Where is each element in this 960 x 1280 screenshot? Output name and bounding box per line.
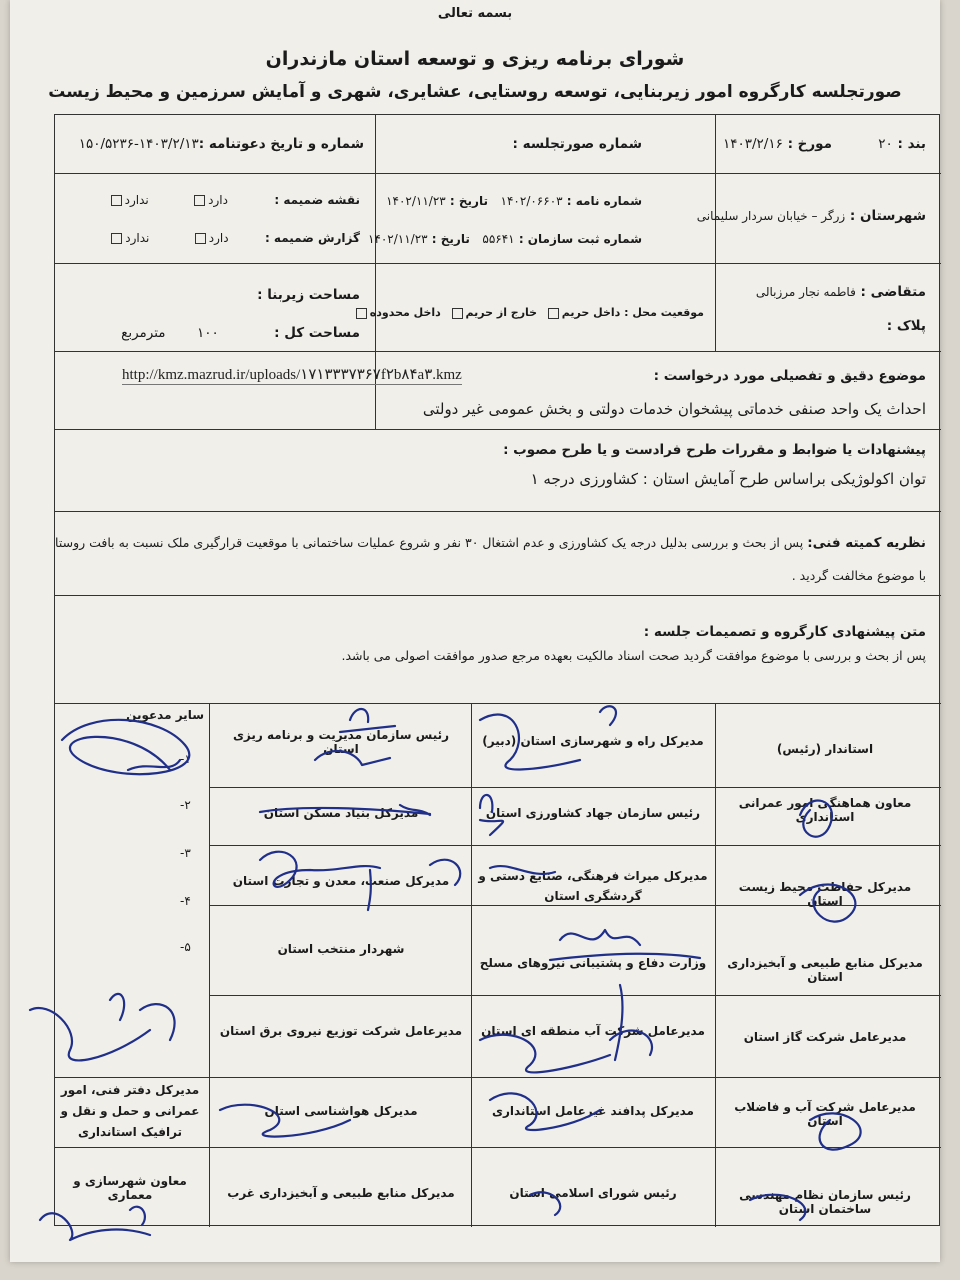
signatory-col2-4: وزارت دفاع و پشتیبانی نیروهای مسلح bbox=[479, 956, 707, 970]
city-field: شهرستان : زرگر – خیابان سردار سلیمانی bbox=[696, 208, 926, 224]
signatory-col1-4: مدیرکل منابع طبیعی و آبخیزداری استان bbox=[727, 956, 923, 984]
total-area-field: مساحت کل : ۱۰۰ مترمربع bbox=[121, 325, 360, 341]
signatory-col3-7: مدیرکل منابع طبیعی و آبخیزداری غرب bbox=[227, 1186, 455, 1200]
area-unit: مترمربع bbox=[121, 325, 166, 341]
attached-map-field: نقشه ضمیمه : دارد ندارد bbox=[108, 193, 360, 207]
map-has-checkbox[interactable] bbox=[194, 195, 205, 206]
map-has-not-checkbox[interactable] bbox=[111, 195, 122, 206]
request-label: موضوع دقیق و تفصیلی مورد درخواست : bbox=[653, 368, 926, 384]
signatory-col3-2: مدیرکل بنیاد مسکن استان bbox=[263, 806, 419, 820]
technical-opinion-label: نظریه کمیته فنی: bbox=[807, 535, 926, 551]
plate-label: پلاک : bbox=[886, 318, 926, 334]
org-registration-field: شماره ثبت سازمان : ۵۵۶۴۱ تاریخ : ۱۴۰۲/۱۱/۲۳ bbox=[367, 232, 642, 246]
request-text: احداث یک واحد صنفی خدماتی پیشخوان خدمات دولتی و بخش عمومی غیر دولتی bbox=[422, 400, 926, 418]
decision-text: پس از بحث و بررسی با موضوع موافقت گردید صحت اسناد مالکیت بعهده مرجع صدور موافقت اصولی می باشد. bbox=[341, 648, 926, 663]
letter-number-value: ۱۴۰۲/۰۶۶۰۳ bbox=[500, 194, 563, 208]
date-field: مورخ : ۱۴۰۳/۲/۱۶ bbox=[723, 136, 832, 152]
item-field: بند : ۲۰ bbox=[878, 136, 926, 152]
proposals-text: توان اکولوژیکی براساس طرح آمایش استان : کشاورزی درجه ۱ bbox=[530, 470, 926, 488]
proposals-label: پیشنهادات یا ضوابط و مقررات طرح فرادست و یا طرح مصوب : bbox=[503, 442, 926, 458]
location-field: موقعیت محل : داخل حریم خارج از حریم داخل محدوده bbox=[353, 306, 704, 319]
report-has-checkbox[interactable] bbox=[195, 233, 206, 244]
invitee-number-4: -۴ bbox=[180, 894, 191, 908]
invitee-number-2: -۲ bbox=[180, 798, 191, 812]
signatory-col1-6: مدیرعامل شرکت آب و فاضلاب استان bbox=[734, 1100, 916, 1128]
technical-opinion-line1: پس از بحث و بررسی بدلیل درجه یک کشاورزی و عدم اشتغال ۳۰ نفر و شروع عملیات ساختمانی با موقعیت قرارگیری ملک نسبت به بافت روستا bbox=[55, 535, 804, 550]
invitee-number-1: -۱ bbox=[180, 752, 191, 766]
letter-number-field: شماره نامه : ۱۴۰۲/۰۶۶۰۳ تاریخ : ۱۴۰۲/۱۱/۲۳ bbox=[386, 194, 642, 208]
decision-label: متن پیشنهادی کارگروه و تصمیمات جلسه : bbox=[643, 624, 926, 640]
floor-area-label: مساحت زیربنا : bbox=[257, 287, 360, 303]
invitee-number-3: -۳ bbox=[180, 846, 191, 860]
technical-opinion bbox=[55, 535, 926, 551]
total-area-value: ۱۰۰ bbox=[196, 325, 219, 341]
signatory-col2-7: رئیس شورای اسلامی استان bbox=[509, 1186, 677, 1200]
signatory-col2-6: مدیرکل پدافند غیرعامل استانداری bbox=[492, 1104, 694, 1118]
signatory-urban-deputy: معاون شهرسازی و معماری bbox=[73, 1174, 187, 1202]
minutes-form-table bbox=[54, 114, 940, 1226]
signatory-col2-2: رئیس سازمان جهاد کشاورزی استان bbox=[485, 806, 701, 820]
letter-date-value: ۱۴۰۲/۱۱/۲۳ bbox=[386, 194, 446, 208]
invocation-text: بسمه تعالی bbox=[437, 6, 513, 21]
signatory-col3-5: مدیرعامل شرکت توزیع نیروی برق استان bbox=[219, 1024, 463, 1038]
invitation-value: ۱۴۰۳/۲/۱۳-۱۵۰/۵۲۳۶ bbox=[78, 136, 199, 152]
minutes-number-label: شماره صورتجلسه : bbox=[512, 136, 642, 152]
signatory-col3-4: شهردار منتخب استان bbox=[277, 942, 405, 956]
outside-buffer-checkbox[interactable] bbox=[452, 308, 463, 319]
signatory-col1-5: مدیرعامل شرکت گاز استان bbox=[743, 1030, 907, 1044]
signatory-col2-3: مدیرکل میراث فرهنگی، صنایع دستی و گردشگری استان bbox=[478, 869, 708, 903]
applicant-value: فاطمه نجار مرزبالی bbox=[755, 285, 856, 299]
signatory-col2-1: مدیرکل راه و شهرسازی استان (دبیر) bbox=[482, 734, 704, 748]
attached-report-field: گزارش ضمیمه : دارد ندارد bbox=[108, 231, 360, 245]
registration-date-value: ۱۴۰۲/۱۱/۲۳ bbox=[367, 232, 428, 246]
technical-opinion-line2: با موضوع مخالفت گردید . bbox=[791, 568, 926, 583]
inside-boundary-checkbox[interactable] bbox=[356, 308, 367, 319]
invitee-number-5: -۵ bbox=[180, 940, 191, 954]
minutes-title: صورتجلسه کارگروه امور زیربنایی، توسعه روستایی، عشایری، شهری و آمایش سرزمین و محیط زیست bbox=[48, 82, 902, 102]
invitation-field: شماره و تاریخ دعوتنامه :۱۴۰۳/۲/۱۳-۱۵۰/۵۲۳۶ bbox=[78, 136, 364, 152]
signatory-col1-7: رئیس سازمان نظام مهندسی ساختمان استان bbox=[739, 1188, 911, 1216]
city-value: زرگر – خیابان سردار سلیمانی bbox=[696, 209, 846, 223]
other-invitees-title: سایر مدعوین bbox=[126, 708, 204, 722]
signatory-governor: استاندار (رئیس) bbox=[776, 742, 874, 756]
date-value: ۱۴۰۳/۲/۱۶ bbox=[723, 136, 783, 152]
signatory-col3-6: مدیرکل هواشناسی استان bbox=[264, 1104, 418, 1118]
report-has-not-checkbox[interactable] bbox=[111, 233, 122, 244]
kmz-link[interactable]: http://kmz.mazrud.ir/uploads/۱۷۱۳۳۳۷۳۶۷f۲b۸۴a۳.kmz bbox=[122, 367, 462, 383]
org-registration-value: ۵۵۶۴۱ bbox=[482, 232, 515, 246]
council-title: شورای برنامه ریزی و توسعه استان مازندران bbox=[265, 48, 685, 70]
signatory-col3-3: مدیرکل صنعت، معدن و تجارت استان bbox=[232, 874, 450, 888]
signatory-technical-office: مدیرکل دفتر فنی، امور عمرانی و حمل و نقل و ترافیک استانداری bbox=[60, 1083, 200, 1139]
applicant-field: متقاضی : فاطمه نجار مرزبالی bbox=[755, 284, 926, 300]
signatory-col1-2: معاون هماهنگی امور عمرانی استانداری bbox=[738, 796, 912, 824]
item-value: ۲۰ bbox=[878, 136, 893, 152]
signatory-col2-5: مدیرعامل شرکت آب منطقه ای استان bbox=[481, 1024, 705, 1038]
inside-buffer-checkbox[interactable] bbox=[548, 308, 559, 319]
signatory-col3-1: رئیس سازمان مدیریت و برنامه ریزی استان bbox=[232, 728, 450, 756]
document-page bbox=[10, 0, 940, 1262]
signatory-col1-3: مدیرکل حفاظت محیط زیست استان bbox=[738, 880, 912, 908]
